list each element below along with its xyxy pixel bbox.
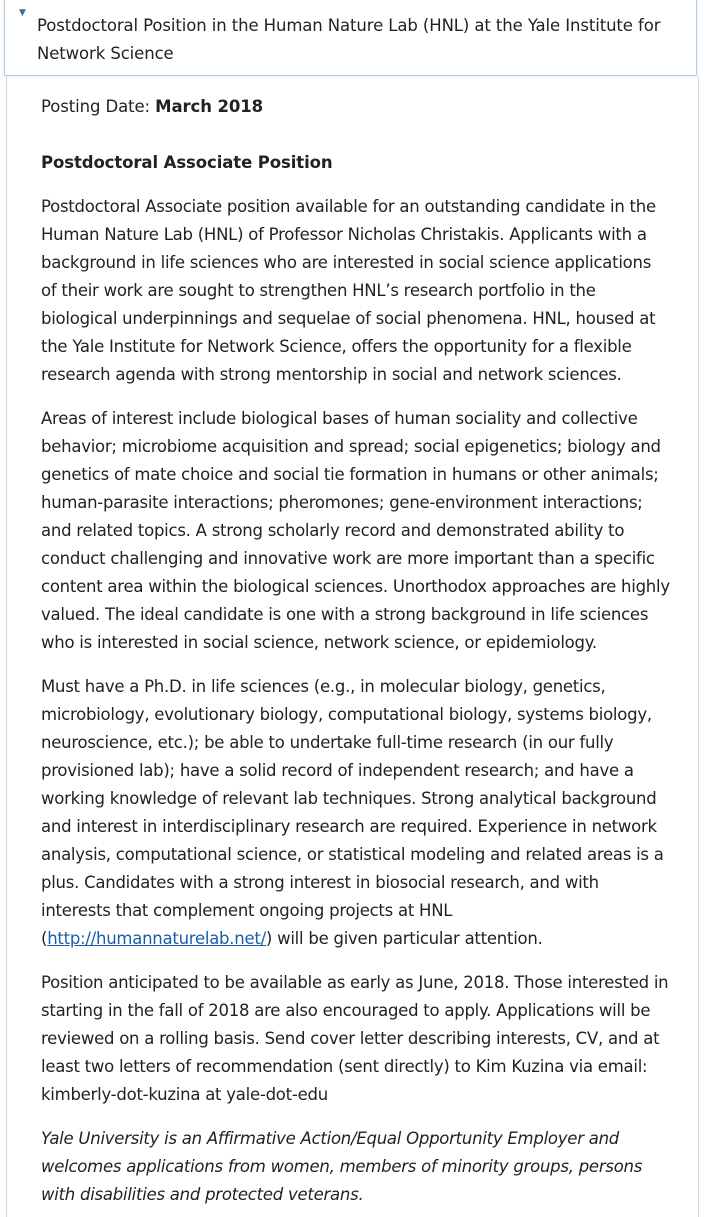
requirements-text-end: ) will be given particular attention. — [265, 929, 543, 948]
posting-date — [41, 93, 670, 121]
accordion-panel — [6, 77, 699, 1217]
accordion-header[interactable] — [4, 0, 697, 76]
paragraph-eeo-statement: Yale University is an Affirmative Action/Equal Opportunity Employer and welcomes applications from women, members of minority groups, persons with disabilities and protected veterans. — [41, 1129, 643, 1204]
paragraph-requirements — [41, 673, 670, 953]
requirements-text: Must have a Ph.D. in life sciences (e.g., in molecular biology, genetics, microbiology, evolutionary biology, computational biology, systems biology, neuroscience, etc.); be able to undertake full-time research (in our fully provisioned lab); have a solid record of independent research; and have a working knowledge of relevant lab techniques. Strong analytical background and interest in interdisciplinary research are required. Experience in network analysis, computational science, or statistical modeling and related areas is a plus. Candidates with a strong interest in biosocial research, and with interests that complement ongoing projects at HNL ( — [41, 677, 664, 948]
hnl-website-link[interactable]: http://humannaturelab.net/ — [47, 929, 266, 948]
posting-date-value: March 2018 — [155, 97, 264, 116]
chevron-down-icon[interactable]: ▼ — [19, 8, 26, 18]
posting-date-label: Posting Date: — [41, 97, 156, 116]
paragraph-application: Position anticipated to be available as early as June, 2018. Those interested in starting in the fall of 2018 are also encouraged to apply. Applications will be reviewed on a rolling basis. Send cover letter describing interests, CV, and at least two letters of recommendation (sent directly) to Kim Kuzina via email: kimberly-dot-kuzina at yale-dot-edu — [41, 973, 669, 1104]
accordion-title[interactable]: Postdoctoral Position in the Human Nature Lab (HNL) at the Yale Institute for Network Science — [37, 16, 661, 63]
section-heading: Postdoctoral Associate Position — [41, 153, 333, 172]
paragraph-areas-of-interest: Areas of interest include biological bases of human sociality and collective behavior; microbiome acquisition and spread; social epigenetics; biology and genetics of mate choice and social tie formation in humans or other animals; human-parasite interactions; pheromones; gene-environment interactions; and related topics. A strong scholarly record and demonstrated ability to conduct challenging and innovative work are more important than a specific content area within the biological sciences. Unorthodox approaches are highly valued. The ideal candidate is one with a strong background in life sciences who is interested in social science, network science, or epidemiology. — [41, 409, 670, 652]
paragraph-overview: Postdoctoral Associate position available for an outstanding candidate in the Human Nature Lab (HNL) of Professor Nicholas Christakis. Applicants with a background in life sciences who are interested in social science applications of their work are sought to strengthen HNL’s research portfolio in the biological underpinnings and sequelae of social phenomena. HNL, housed at the Yale Institute for Network Science, offers the opportunity for a flexible research agenda with strong mentorship in social and network sciences. — [41, 197, 656, 384]
